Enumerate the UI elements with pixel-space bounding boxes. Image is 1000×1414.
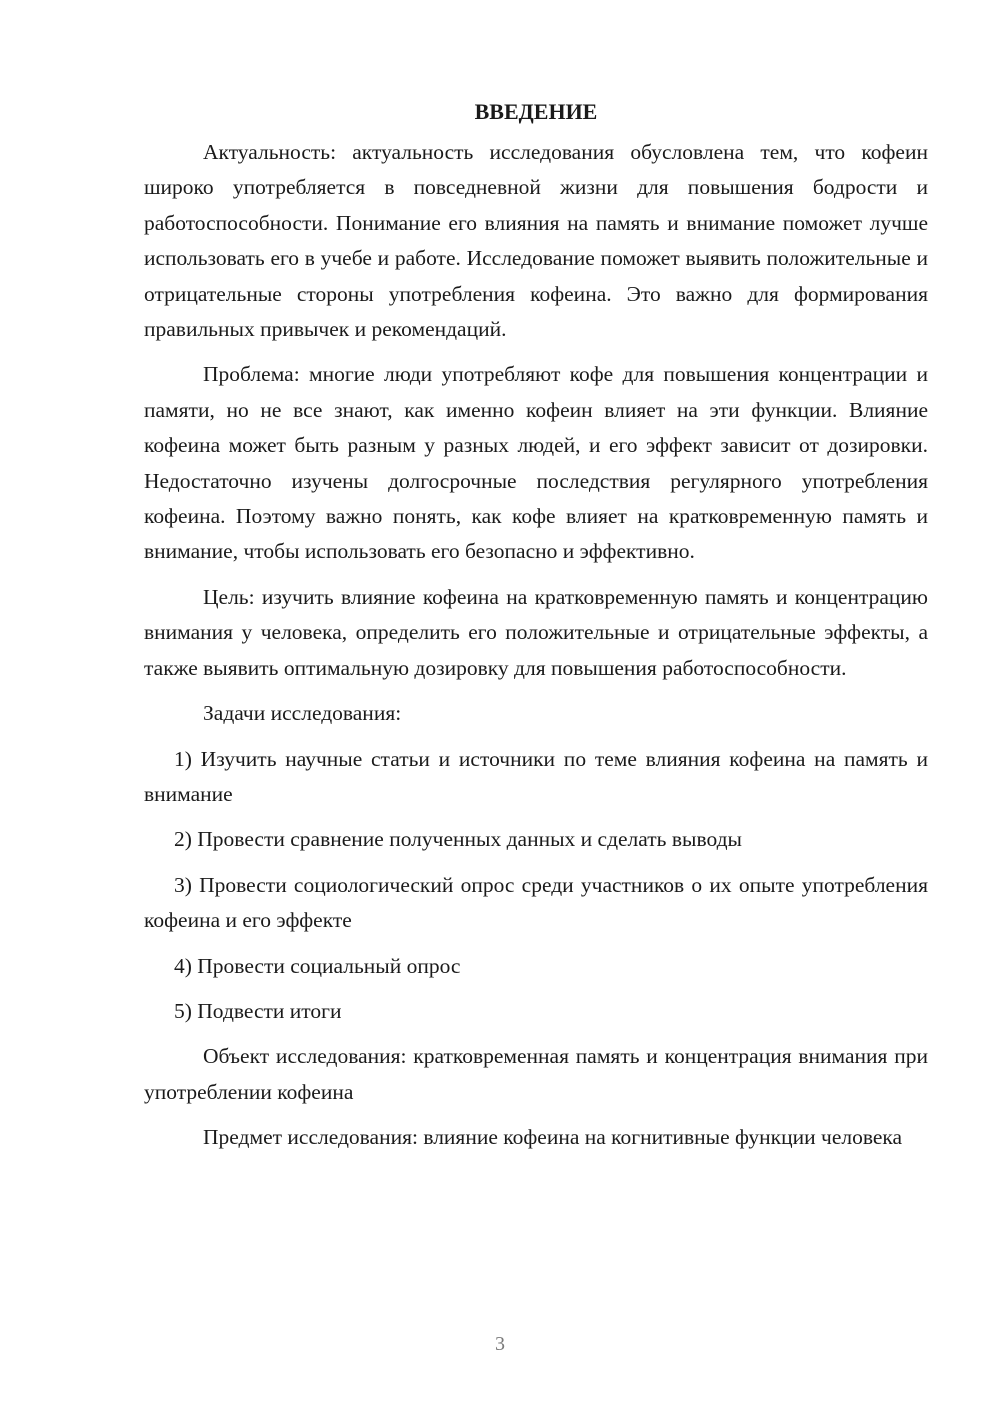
problem-paragraph: Проблема: многие люди употребляют кофе для повышения концентрации и памяти, но не все знают, как именно кофеин влияет на эти функции. Влияние кофеина может быть разным у разных людей, и его эффект зависит от дозировки. Недостаточно изучены долгосрочные последствия регулярного употребления кофеина. Поэтому важно понять, как кофе влияет на кратковременную память и внимание, чтобы использовать его безопасно и эффективно. (144, 362, 928, 564)
task-item: 3) Провести социологический опрос среди участников о их опыте употребления кофеина и его эффекте (144, 872, 928, 933)
tasks-title: Задачи исследования: (203, 701, 402, 726)
task-item: 4) Провести социальный опрос (174, 953, 461, 978)
page-number: 3 (495, 1333, 505, 1355)
relevance-paragraph: Актуальность: актуальность исследования обусловлена тем, что кофеин широко употребляется в повседневной жизни для повышения бодрости и работоспособности. Понимание его влияния на память и внимание поможет лучше использовать его в учебе и работе. Исследование поможет выявить положительные и отрицательные стороны употребления кофеина. Это важно для формирования правильных привычек и рекомендаций. (144, 140, 928, 342)
subject-paragraph: Предмет исследования: влияние кофеина на когнитивные функции человека (203, 1125, 903, 1150)
page-content (144, 94, 928, 1166)
task-item: 2) Провести сравнение полученных данных и сделать выводы (174, 827, 742, 852)
section-heading: ВВЕДЕНИЕ (474, 99, 598, 124)
task-item: 1) Изучить научные статьи и источники по теме влияния кофеина на память и внимание (144, 746, 928, 806)
task-item: 5) Подвести итоги (174, 998, 342, 1023)
goal-paragraph: Цель: изучить влияние кофеина на кратковременную память и концентрацию внимания у человека, определить его положительные и отрицательные эффекты, а также выявить оптимальную дозировку для повышения работоспособности. (144, 584, 928, 680)
object-paragraph: Объект исследования: кратковременная память и концентрация внимания при употреблении кофеина (144, 1044, 928, 1104)
